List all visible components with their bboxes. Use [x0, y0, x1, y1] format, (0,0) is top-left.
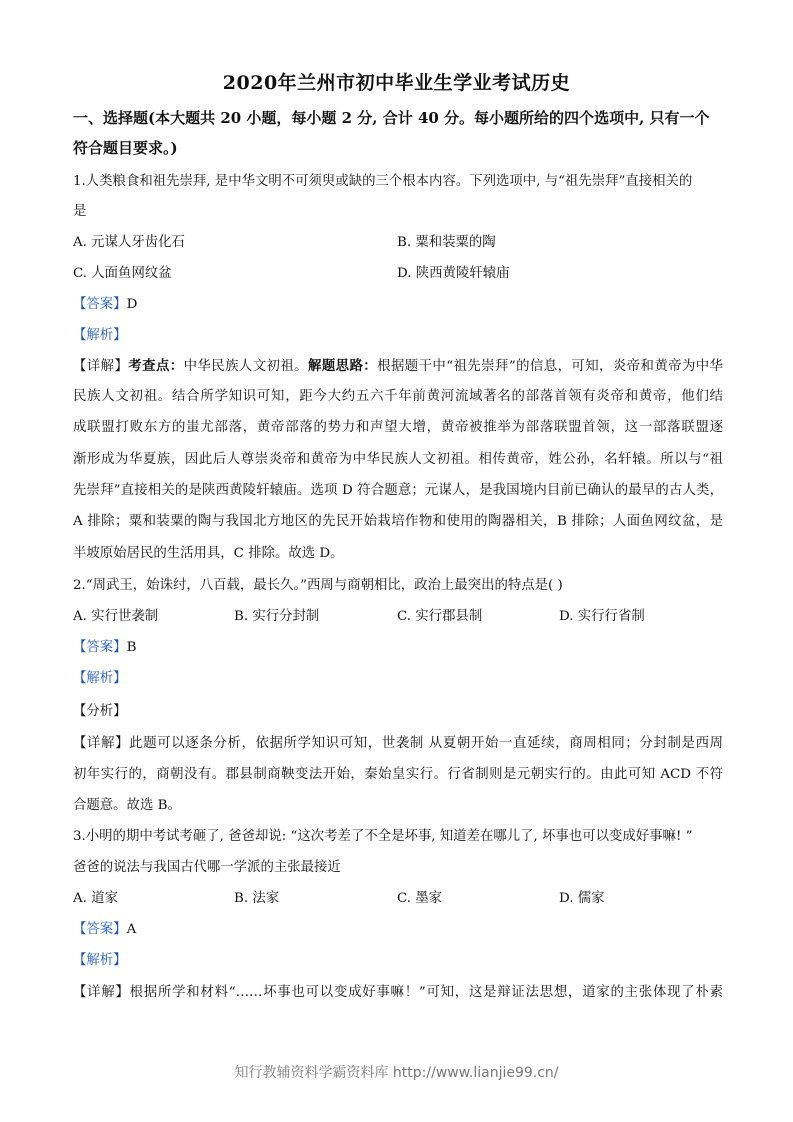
q1-detail-line4: 渐形成为华夏族，因此后人尊崇炎帝和黄帝为中华民族人文初祖。相传黄帝，姓公孙，名轩辕。所以与“祖	[73, 452, 723, 467]
q3-answer	[73, 921, 723, 939]
q3-detail-text: 根据所学和材料“……坏事也可以变成好事嘛！”可知，这是辩证法思想，道家的主张体现了朴素	[129, 985, 723, 1000]
q2-detail-line3: 合题意。故选 B。	[73, 798, 181, 813]
jieti-label: 解题思路：	[308, 358, 378, 374]
q3-option-d: D. 儒家	[559, 891, 605, 906]
footer-watermark: 知行教辅资料学霸资料库 http://www.lianjie99.cn/	[234, 1065, 559, 1081]
q2-option-c: C. 实行郡县制	[397, 609, 483, 624]
q3-analysis-label: 【解析】	[73, 953, 127, 968]
q3-option-b: B. 法家	[234, 891, 280, 906]
q1-analysis-label: 【解析】	[73, 328, 127, 343]
q1-detail-line2: 民族人文初祖。结合所学知识可知，距今大约五六千年前黄河流域著名的部落首领有炎帝和黄帝，他们结	[73, 389, 723, 404]
q1-detail-text-b: 根据题干中“祖先崇拜”的信息，可知，炎帝和黄帝为中华	[377, 359, 724, 374]
q3-option-c: C. 墨家	[397, 891, 443, 906]
page-title: 2020年兰州市初中毕业生学业考试历史	[222, 72, 571, 94]
q1-detail-text-a: 中华民族人文初祖。	[183, 359, 309, 374]
q2-option-b: B. 实行分封制	[234, 609, 320, 624]
q2-answer-value: B	[126, 640, 137, 655]
answer-label: 【答案】	[73, 297, 127, 312]
section-header-line2: 符合题目要求。)	[73, 139, 178, 157]
q1-detail-line5: 先崇拜”直接相关的是陕西黄陵轩辕庙。选项 D 符合题意；元谋人，是我国境内目前已确认的最早的古人类，	[73, 483, 723, 498]
q1-detail-line1	[73, 357, 723, 376]
detail-label: 【详解】	[73, 985, 130, 1000]
q3-stem-line1: 3.小明的期中考试考砸了, 爸爸却说: “这次考差了不全是坏事, 知道差在哪儿了, 坏事也可以变成好事嘛! ”	[73, 829, 693, 844]
q2-option-a: A. 实行世袭制	[73, 609, 159, 624]
q2-stem: 2.“周武王，始诛纣，八百载，最长久。”西周与商朝相比，政治上最突出的特点是( )	[73, 578, 563, 593]
q1-answer-value: D	[126, 297, 138, 312]
q2-answer	[73, 639, 723, 657]
q2-fenxi-label: 【分析】	[73, 704, 127, 719]
q1-detail-line3: 成联盟打败东方的蚩尤部落，黄帝部落的势力和声望大增，黄帝被推举为部落联盟首领，这一部落联盟逐	[73, 420, 723, 435]
q1-detail-line7: 半坡原始居民的生活用具，C 排除。故选 D。	[73, 546, 344, 561]
section-header-line1: 一、选择题(本大题共 20 小题，每小题 2 分, 合计 40 分。每小题所给的四个选项中, 只有一个	[73, 109, 710, 127]
q2-detail-line1	[73, 735, 723, 753]
q2-analysis-label: 【解析】	[73, 671, 127, 686]
q1-option-d: D. 陕西黄陵轩辕庙	[397, 266, 510, 281]
q3-detail-line1	[73, 984, 723, 1002]
q1-detail-line6: A 排除；粟和装粟的陶与我国北方地区的先民开始栽培作物和使用的陶器相关，B 排除；人面鱼网纹盆，是	[73, 514, 723, 529]
q1-option-c: C. 人面鱼网纹盆	[73, 266, 172, 281]
q1-option-b: B. 粟和装粟的陶	[397, 235, 496, 250]
q2-detail-line2: 初年实行的，商朝没有。郡县制商鞅变法开始，秦始皇实行。行省制则是元朝实行的。由此可知 ACD 不符	[73, 767, 723, 782]
q2-detail-text: 此题可以逐条分析，依据所学知识可知，世袭制 从夏朝开始一直延续，商周相同；分封制是西周	[129, 736, 723, 751]
q3-stem-line2: 爸爸的说法与我国古代哪一学派的主张最接近	[73, 860, 341, 875]
q1-answer	[73, 296, 723, 314]
answer-label: 【答案】	[73, 922, 127, 937]
answer-label: 【答案】	[73, 640, 127, 655]
q2-option-d: D. 实行行省制	[559, 609, 645, 624]
q3-answer-value: A	[126, 922, 137, 937]
section-header	[73, 103, 723, 163]
kaochadian-label: 考查点：	[128, 358, 184, 374]
q3-option-a: A. 道家	[73, 891, 118, 906]
q1-stem-line1: 1.人类粮食和祖先崇拜, 是中华文明不可须臾或缺的三个根本内容。下列选项中, 与“祖先崇拜”直接相关的	[73, 174, 693, 189]
q1-option-a: A. 元谋人牙齿化石	[73, 235, 185, 250]
q1-stem-line2: 是	[73, 204, 87, 219]
detail-label: 【详解】	[73, 736, 130, 751]
detail-label: 【详解】	[73, 359, 129, 374]
